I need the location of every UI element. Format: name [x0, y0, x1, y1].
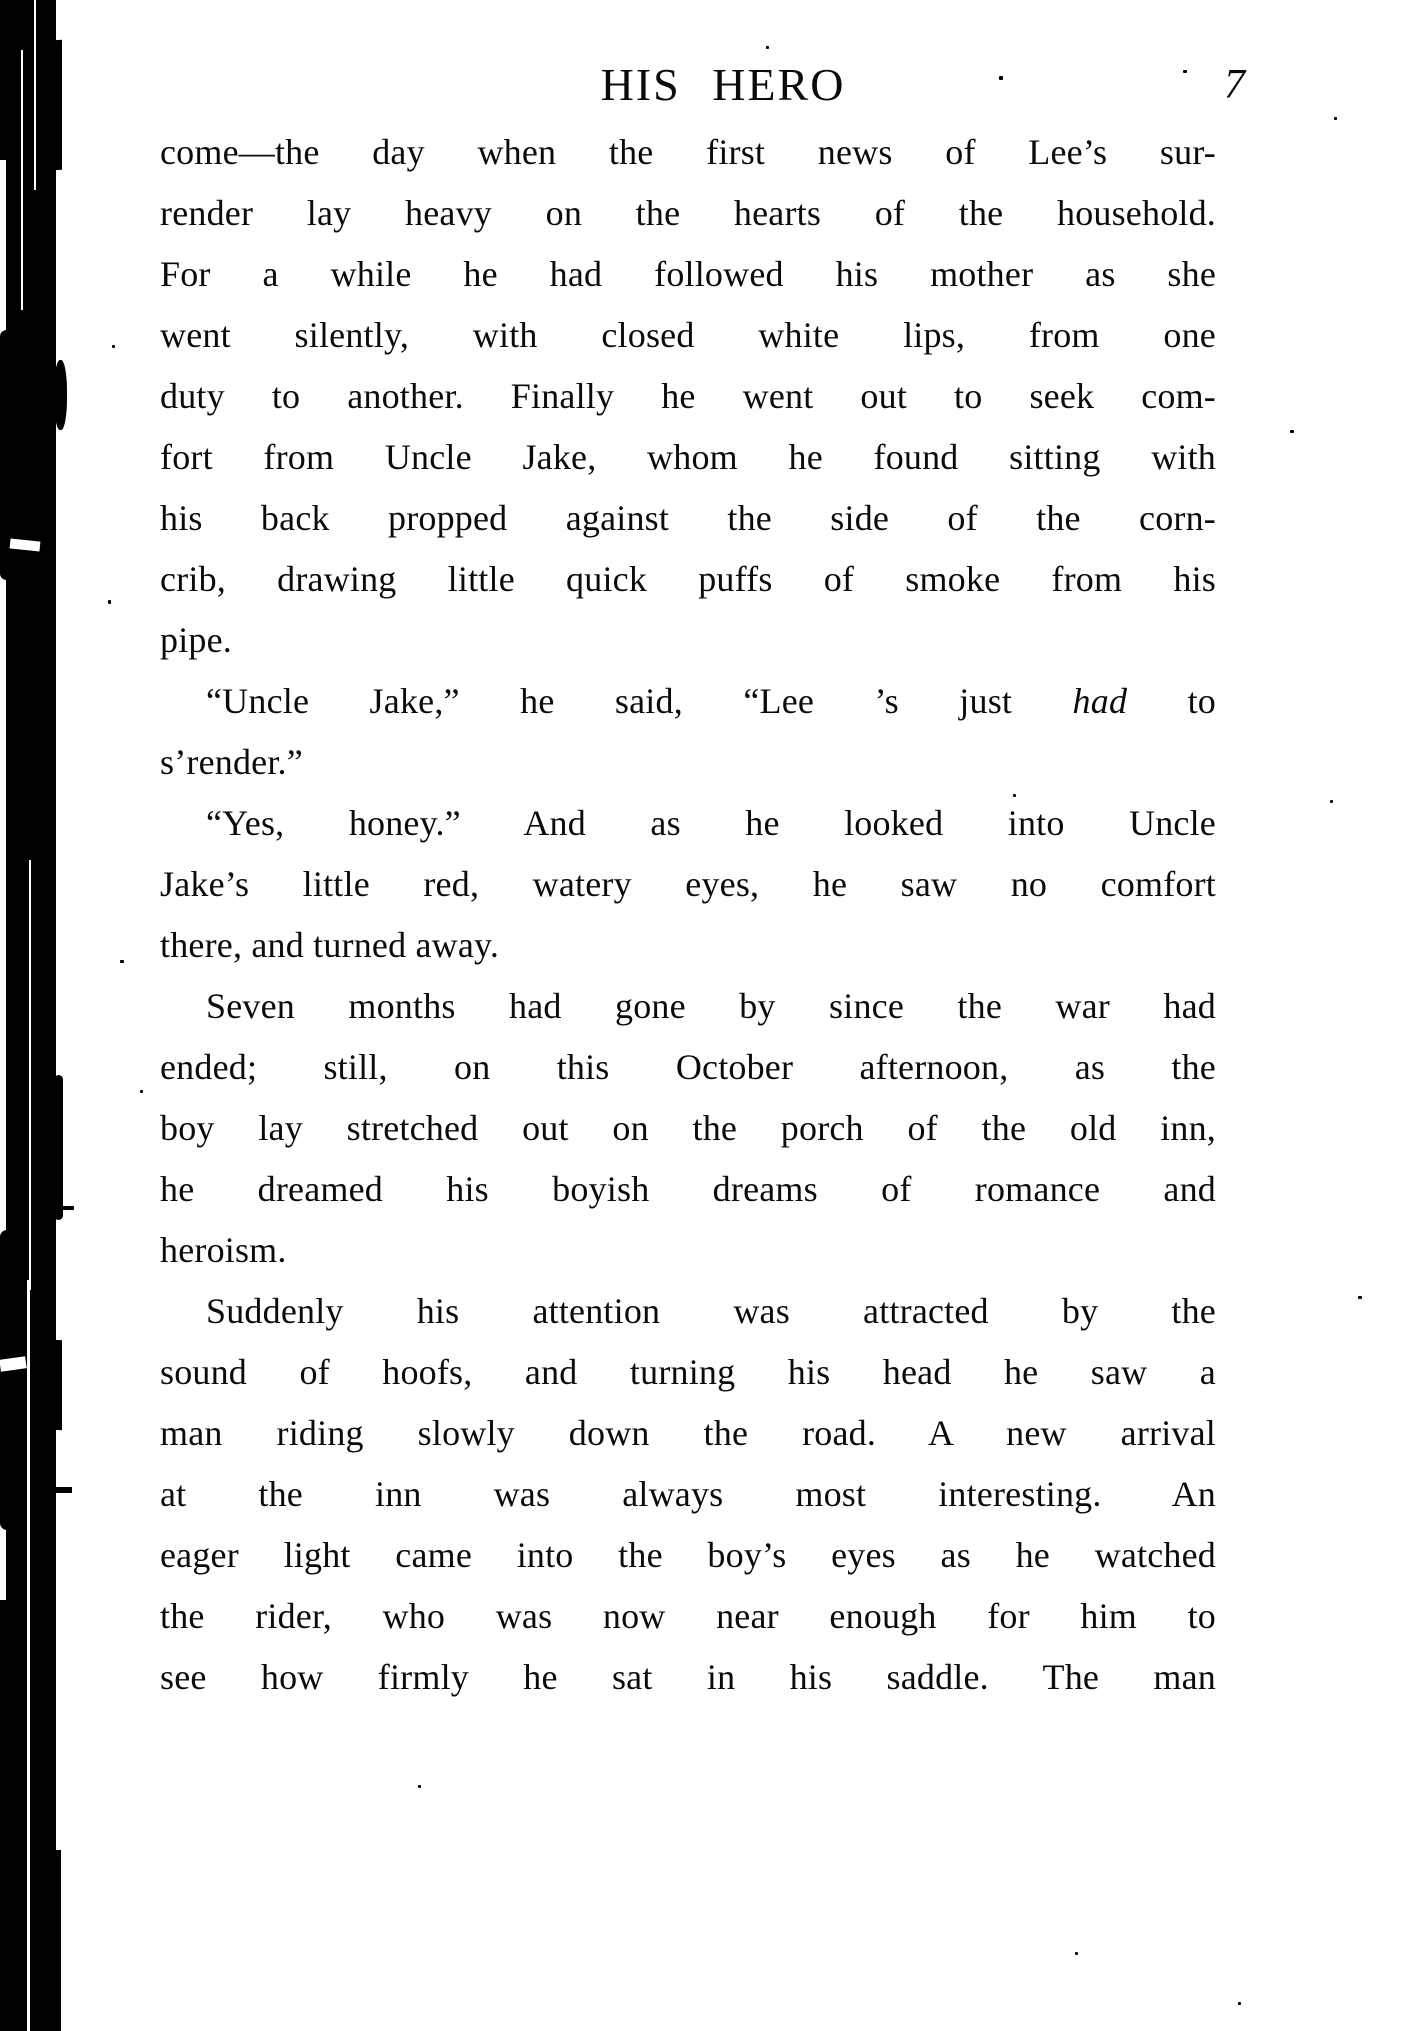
paragraph: [160, 122, 1216, 671]
scan-speck: [108, 600, 111, 604]
text-line: sound of hoofs, and turning his head he saw a: [160, 1352, 1216, 1392]
text-line: For a while he had followed his mother as she: [160, 254, 1216, 294]
paragraph: [160, 793, 1216, 976]
binding-blob: [54, 1075, 63, 1220]
text-line: heroism.: [160, 1230, 287, 1270]
book-binding-scan-artifact: [0, 0, 100, 2031]
scan-speck: [1183, 70, 1187, 73]
scan-speck: [1334, 117, 1337, 120]
page-title: HIS HERO: [600, 59, 846, 110]
scan-speck: [1358, 1296, 1362, 1299]
text-line: went silently, with closed white lips, from one: [160, 315, 1216, 355]
text-line: s’render.”: [160, 742, 303, 782]
binding-blob: [56, 1487, 72, 1493]
text-line: eager light came into the boy’s eyes as he watched: [160, 1535, 1216, 1575]
binding-blob: [54, 1340, 62, 1430]
scan-speck: [418, 1785, 421, 1788]
text-line: Suddenly his attention was attracted by the: [206, 1291, 1216, 1331]
page-number: 7: [1224, 62, 1245, 108]
text-line: Jake’s little red, watery eyes, he saw no comfort: [160, 864, 1216, 904]
binding-blob: [0, 1600, 11, 2031]
scan-speck: [1013, 794, 1016, 797]
text-line: duty to another. Finally he went out to seek com-: [160, 376, 1216, 416]
binding-white-streak: [29, 860, 31, 1290]
scan-speck: [1238, 2002, 1241, 2005]
text-line: his back propped against the side of the corn-: [160, 498, 1216, 538]
paragraph: [160, 976, 1216, 1281]
text-line: man riding slowly down the road. A new arrival: [160, 1413, 1216, 1453]
binding-white-streak: [34, 0, 36, 190]
text-line: come—the day when the first news of Lee’s sur-: [160, 132, 1216, 172]
scan-speck: [112, 345, 115, 348]
scan-speck: [1075, 1952, 1078, 1955]
text-line: “Uncle Jake,” he said, “Lee ’s just had to: [206, 681, 1216, 721]
text-line: see how firmly he sat in his saddle. The man: [160, 1657, 1216, 1697]
text-line: Seven months had gone by since the war had: [206, 986, 1216, 1026]
binding-blob: [54, 360, 67, 430]
text-line: there, and turned away.: [160, 925, 500, 965]
scan-speck: [1290, 430, 1294, 433]
scan-speck: [766, 46, 769, 49]
binding-blob: [54, 1850, 61, 2031]
binding-blob: [0, 0, 14, 160]
binding-white-streak: [21, 50, 23, 310]
text-line: pipe.: [160, 620, 232, 660]
scan-speck: [1330, 800, 1333, 803]
paragraph: [160, 1281, 1216, 1708]
paragraph: [160, 671, 1216, 793]
text-line: crib, drawing little quick puffs of smoke from his: [160, 559, 1216, 599]
scan-speck: [140, 1090, 143, 1093]
binding-blob: [54, 40, 62, 171]
text-line: at the inn was always most interesting. An: [160, 1474, 1216, 1514]
binding-white-streak: [27, 1280, 30, 2031]
binding-strip: [6, 0, 56, 2031]
text-line: render lay heavy on the hearts of the household.: [160, 193, 1216, 233]
text-line: ended; still, on this October afternoon, as the: [160, 1047, 1216, 1087]
scan-speck: [120, 960, 124, 963]
text-line: the rider, who was now near enough for him to: [160, 1596, 1216, 1636]
text-line: fort from Uncle Jake, whom he found sitting with: [160, 437, 1216, 477]
binding-blob: [0, 1230, 14, 1530]
text-line: “Yes, honey.” And as he looked into Uncle: [206, 803, 1216, 843]
scan-speck: [999, 76, 1003, 80]
scan-speck: [58, 1206, 74, 1210]
text-line: he dreamed his boyish dreams of romance and: [160, 1169, 1216, 1209]
text-block: [160, 122, 1216, 1708]
text-line: boy lay stretched out on the porch of the old inn,: [160, 1108, 1216, 1148]
